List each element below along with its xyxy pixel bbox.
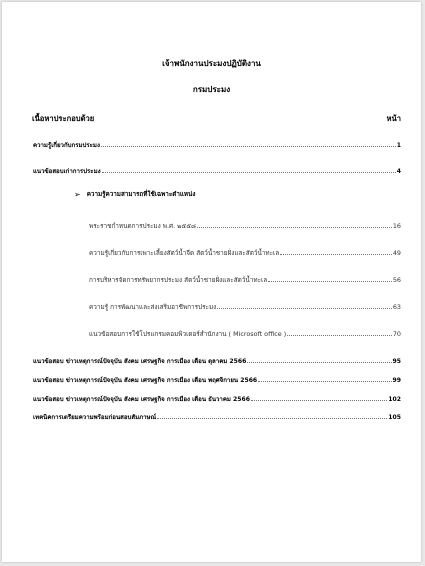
toc-entry-page: 4 [396,168,401,175]
toc-subentry[interactable] [89,327,401,339]
toc-entry-label: การบริหารจัดการทรัพยากรประมง สัตว์น้ำชายฝั่งและสัตว์น้ำทะเล [89,276,268,284]
dot-leader [251,392,387,401]
dot-leader [280,246,392,255]
toc-entry-page: 16 [392,222,401,230]
toc-entry-label: แนวข้อสอบ ข่าวเหตุการณ์ปัจจุบัน สังคม เศรษฐกิจ การเมือง เดือน ธันวาคม 2566 [33,396,251,403]
toc-entry-page: 1 [396,142,401,149]
toc-entry-label: ความรู้เกี่ยวกับกรมประมง [33,142,100,149]
toc-entry[interactable] [33,354,401,366]
toc-entry-label: แนวข้อสอบ ข่าวเหตุการณ์ปัจจุบัน สังคม เศรษฐกิจ การเมือง เดือน ตุลาคม 2566 [33,358,247,365]
document-page [2,2,421,562]
toc-entry[interactable] [33,373,401,385]
toc-entry-page: 102 [388,396,401,403]
dot-leader [101,138,396,147]
toc-entry[interactable] [33,138,401,150]
dot-leader [197,219,392,228]
toc-entry-page: 99 [392,377,401,384]
dot-leader [287,327,392,336]
toc-header-page: หน้า [386,114,401,123]
document-title: เจ้าพนักงานประมงปฏิบัติงาน [162,59,261,68]
toc-entry-page: 95 [392,358,401,365]
toc-entry-label: เทคนิคการเตรียมความพร้อมก่อนสอบสัมภาษณ์ [33,414,157,421]
dot-leader [258,373,391,382]
toc-entry-label: พระราชกำหนดการประมง พ.ศ. ๒๕๕๘ [89,222,196,230]
toc-entry-label: แนวข้อสอบเก่าการประมง [33,168,101,175]
section-heading-label: ความรู้ความสามารถที่ใช้เฉพาะตำแหน่ง [86,191,196,198]
toc-entry-label: ความรู้เกี่ยวกับการเพาะเลี้ยงสัตว์น้ำจืด สัตว์น้ำชายฝั่งและสัตว์น้ำทะเล [89,249,280,257]
toc-entry-page: 63 [392,303,401,311]
toc-entry[interactable] [33,410,401,422]
dot-leader [268,273,392,282]
toc-entry-label: ความรู้ การพัฒนาและส่งเสริมอาชีพการประมง [89,303,217,311]
document-subtitle: กรมประมง [192,85,231,94]
toc-entry-page: 56 [392,276,401,284]
toc-entry-page: 70 [392,330,401,338]
dot-leader [157,410,387,419]
arrow-bullet-icon: ➢ [74,190,81,199]
toc-entry[interactable] [33,164,401,176]
toc-subentry[interactable] [89,273,401,285]
toc-entry-label: แนวข้อสอบ ข่าวเหตุการณ์ปัจจุบัน สังคม เศรษฐกิจ การเมือง เดือน พฤศจิกายน 2566 [33,377,258,384]
section-heading [74,189,195,199]
toc-entry-label: แนวข้อสอบการใช้โปรแกรมคอมพิวเตอร์สำนักงาน ( Microsoft office ) [89,330,287,338]
dot-leader [102,164,396,173]
dot-leader [247,354,391,363]
toc-subentry[interactable] [89,300,401,312]
toc-header-contents: เนื้อหาประกอบด้วย [32,114,95,123]
toc-subentry[interactable] [89,246,401,258]
toc-subentry[interactable] [89,219,401,231]
toc-entry[interactable] [33,392,401,404]
toc-entry-page: 49 [392,249,401,257]
dot-leader [217,300,392,309]
toc-entry-page: 105 [388,414,401,421]
